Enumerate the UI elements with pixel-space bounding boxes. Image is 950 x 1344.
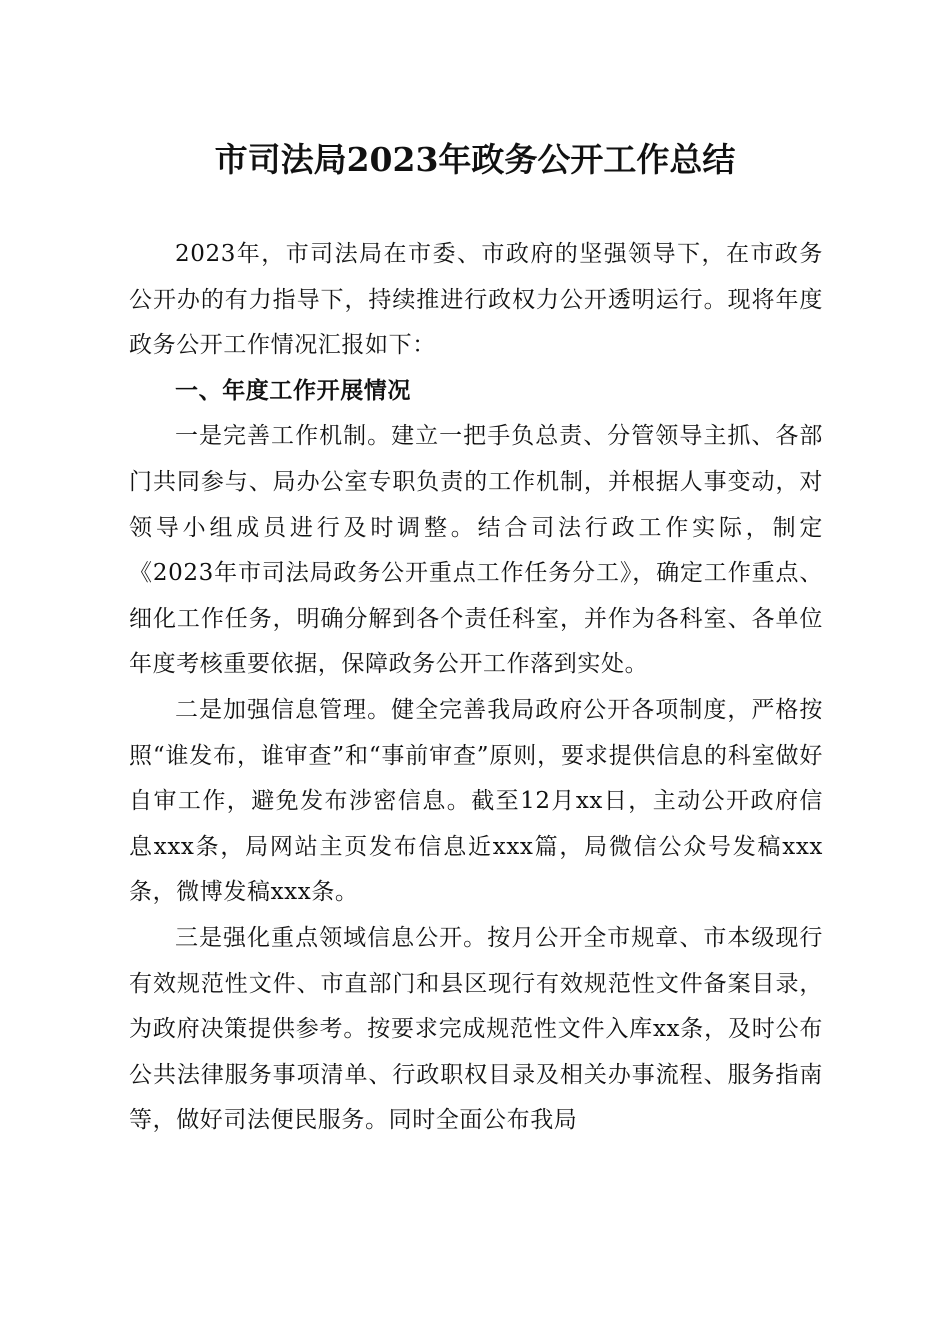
paragraph-lead: 二是加强信息管理。 [175,696,392,723]
paragraph-key-areas [129,916,823,1144]
paragraph-info-management [129,688,823,916]
paragraph-lead: 一是完善工作机制。 [175,423,392,450]
document-body [129,232,823,1144]
paragraph-body: 按月公开全市规章、市本级现行有效规范性文件、市直部门和县区现行有效规范性文件备案目录，为政府决策提供参考。按要求完成规范性文件入库xx条，及时公布公共法律服务事项清单、行政职权目录及相关办事流程、服务指南等，做好司法便民服务。同时全面公布我局 [129,924,823,1134]
intro-paragraph: 2023年，市司法局在市委、市政府的坚强领导下，在市政务公开办的有力指导下，持续推进行政权力公开透明运行。现将年度政务公开工作情况汇报如下： [129,241,823,359]
paragraph-body: 健全完善我局政府公开各项制度，严格按照“谁发布，谁审查”和“事前审查”原则，要求提供信息的科室做好自审工作，避免发布涉密信息。截至12月xx日，主动公开政府信息xxx条，局网站主页发布信息近xxx篇，局微信公众号发稿xxx条，微博发稿xxx条。 [129,696,823,906]
paragraph-lead: 三是强化重点领域信息公开。 [175,924,488,951]
paragraph-body: 建立一把手负总责、分管领导主抓、各部门共同参与、局办公室专职负责的工作机制，并根据人事变动，对领导小组成员进行及时调整。结合司法行政工作实际，制定《2023年市司法局政务公开重点工作任务分工》，确定工作重点、细化工作任务，明确分解到各个责任科室，并作为各科室、各单位年度考核重要依据，保障政务公开工作落到实处。 [129,423,823,678]
paragraph-work-mechanism [129,414,823,688]
document-title: 市司法局2023年政务公开工作总结 [214,140,736,179]
section-heading: 一、年度工作开展情况 [175,377,411,404]
